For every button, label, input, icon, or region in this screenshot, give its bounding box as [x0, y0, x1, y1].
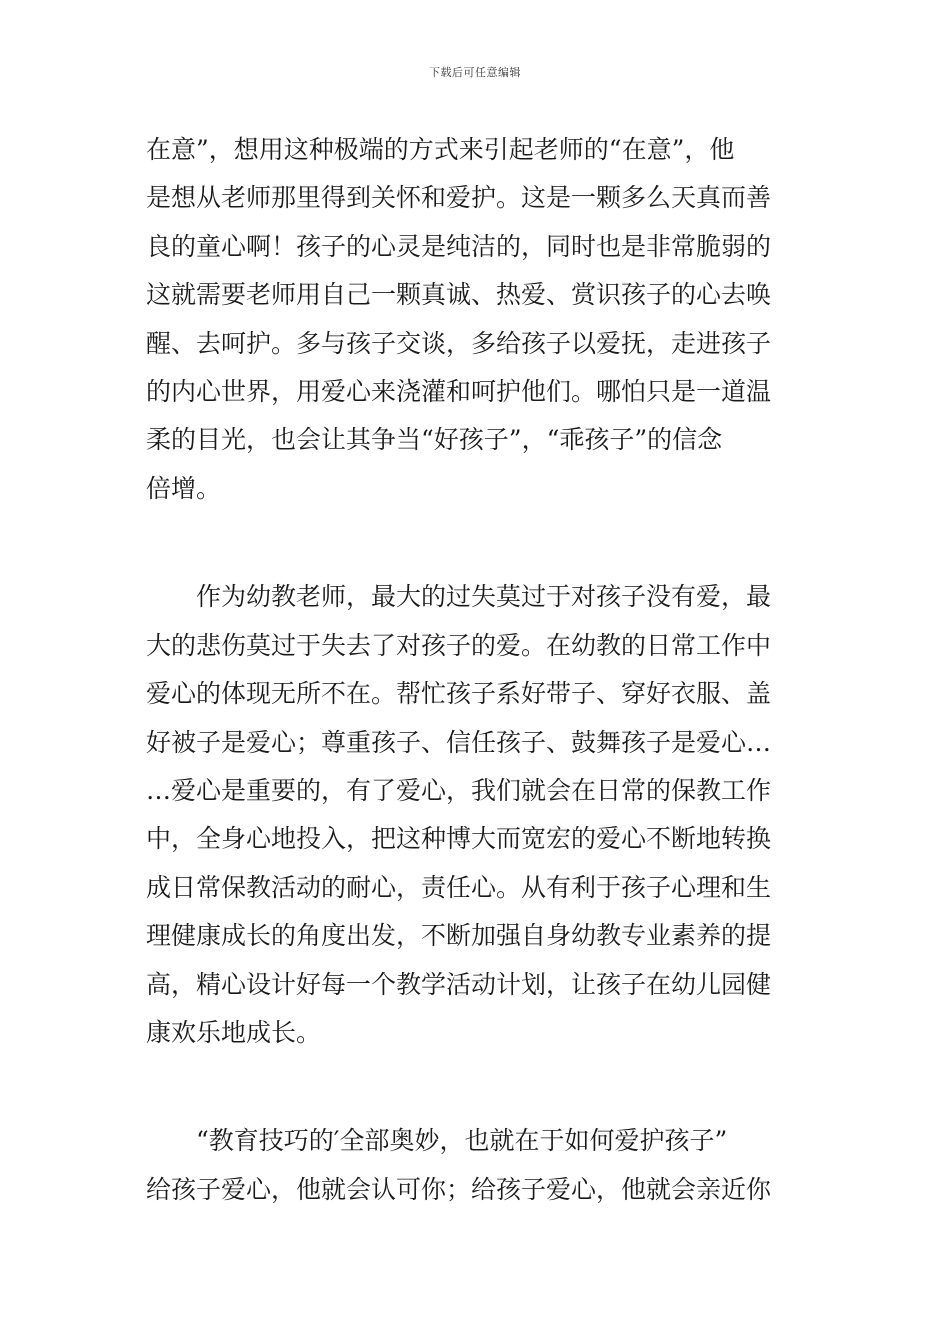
text-line-indented: “教育技巧的′全部奥妙，也就在于如何爱护孩子” [196, 1126, 728, 1155]
text-line: 成日常保教活动的耐心，责任心。从有利于孩子心理和生 [146, 873, 772, 902]
text-line: 好被子是爱心；尊重孩子、信任孩子、鼓舞孩子是爱心… [146, 728, 772, 757]
page-header: 下载后可任意编辑 [429, 66, 521, 79]
text-line: 倍增。 [146, 474, 222, 503]
text-line: 给孩子爱心，他就会认可你；给孩子爱心，他就会亲近你 [146, 1175, 772, 1204]
text-line: 柔的目光，也会让其争当“好孩子”，“乖孩子”的信念 [146, 425, 723, 454]
text-line: 理健康成长的角度出发，不断加强自身幼教专业素养的提 [146, 921, 772, 950]
text-line: 这就需要老师用自己一颗真诚、热爱、赏识孩子的心去唤 [146, 280, 772, 309]
text-line: 在意”，想用这种极端的方式来引起老师的“在意”，他 [146, 135, 735, 164]
text-line: 醒、去呵护。多与孩子交谈，多给孩子以爱抚，走进孩子 [146, 329, 772, 358]
text-line-indented: 作为幼教老师，最大的过失莫过于对孩子没有爱，最 [196, 582, 772, 611]
text-line: 康欢乐地成长。 [146, 1018, 322, 1047]
text-line: …爱心是重要的，有了爱心，我们就会在日常的保教工作 [146, 776, 772, 805]
text-line: 良的童心啊！孩子的心灵是纯洁的，同时也是非常脆弱的 [146, 232, 772, 261]
text-line: 是想从老师那里得到关怀和爱护。这是一颗多么天真而善 [146, 183, 772, 212]
text-line: 大的悲伤莫过于失去了对孩子的爱。在幼教的日常工作中 [146, 631, 772, 660]
text-line: 爱心的体现无所不在。帮忙孩子系好带子、穿好衣服、盖 [146, 679, 772, 708]
text-line: 的内心世界，用爱心来浇灌和呵护他们。哪怕只是一道温 [146, 377, 772, 406]
text-line: 中，全身心地投入，把这种博大而宽宏的爱心不断地转换 [146, 824, 772, 853]
text-line: 高，精心设计好每一个教学活动计划，让孩子在幼儿园健 [146, 970, 772, 999]
